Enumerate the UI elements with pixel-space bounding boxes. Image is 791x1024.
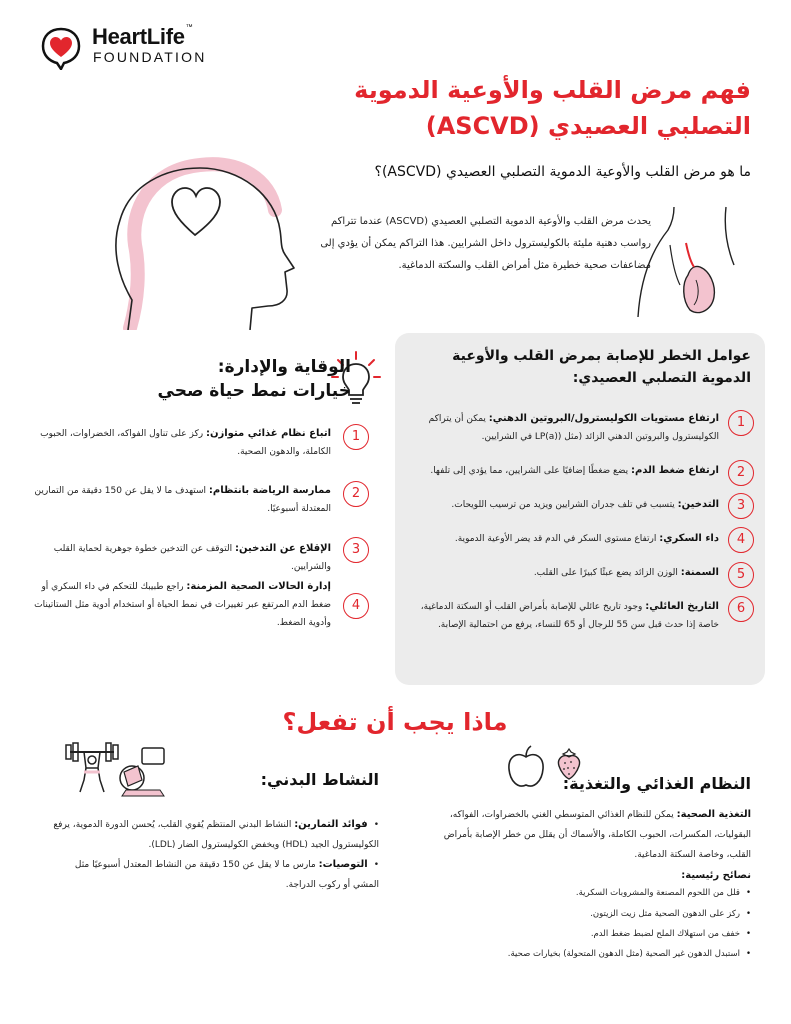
diet-tip-3: • خفف من استهلاك الملح لضبط ضغط الدم. [421, 926, 751, 942]
prevention-number-1: 1 [343, 424, 369, 450]
diet-nutrition-paragraph: التغذية الصحية: يمكن للنظام الغذائي المتوسطي الغني بالخضراوات، الفواكه، البقوليات، المكسرات، الحبوب الكاملة، والأسماك أن يقلل من خطر الإصابة بأمراض القلب، وخاصة السكتة الدماغية. [443, 809, 751, 860]
risk-item-5: السمنة: الوزن الزائد يضع عبئًا كبيرًا على القلب. [533, 567, 719, 578]
question-heading: ما هو مرض القلب والأوعية الدموية التصلبي العصيدي (ASCVD)؟ [374, 164, 751, 180]
activity-item-2: •التوصيات: مارس ما لا يقل عن 150 دقيقة من النشاط المعتدل أسبوعيًا مثل المشي أو ركوب الدراجة. [74, 859, 379, 890]
risk-number-3: 3 [728, 493, 754, 519]
prevention-number-3: 3 [343, 537, 369, 563]
risk-factors-title: عوامل الخطر للإصابة بمرض القلب والأوعية الدموية التصلبي العصيدي: [452, 348, 751, 386]
heart-logo-icon [40, 26, 82, 70]
risk-number-1: 1 [728, 410, 754, 436]
prevention-item-4: إدارة الحالات الصحية المزمنة: راجع طبيبك للتحكم في داء السكري أو ضغط الدم المرتفع عبر تغييرات في نمط الحياة أو استخدام أدوية مثل الستاتينات وأدوية الضغط. [34, 581, 331, 628]
prevention-title: الوقاية والإدارة: خيارات نمط حياة صحي [157, 357, 351, 401]
risk-item-4: داء السكري: ارتفاع مستوى السكر في الدم قد يضر الأوعية الدموية. [454, 533, 719, 544]
activity-title: النشاط البدني: [260, 770, 379, 789]
diet-title: النظام الغذائي والتغذية: [562, 774, 751, 793]
exercise-illustration [62, 740, 172, 800]
prevention-number-4: 4 [343, 593, 369, 619]
diet-tip-1: • قلل من اللحوم المصنعة والمشروبات السكرية. [421, 885, 751, 901]
diet-tip-4: • استبدل الدهون غير الصحية (مثل الدهون المتحولة) بخيارات صحية. [421, 946, 751, 962]
risk-item-1: ارتفاع مستويات الكوليسترول/البروتين الدهني: يمكن أن يتراكم الكوليسترول والبروتين الدهني الزائد (مثل (LP(a) في الشرايين. [428, 413, 719, 442]
risk-item-2: ارتفاع ضغط الدم: يضع ضغطًا إضافيًا على الشرايين، مما يؤدي إلى تلفها. [430, 465, 719, 476]
prevention-item-1: اتباع نظام غذائي متوازن: ركز على تناول الفواكه، الخضراوات، الحبوب الكاملة، والدهون الصحية. [40, 428, 331, 457]
brand-sub: FOUNDATION [93, 49, 207, 65]
chest-heart-illustration [630, 205, 740, 320]
page-title-line1: فهم مرض القلب والأوعية الدموية [354, 76, 751, 104]
diet-tip-2: • ركز على الدهون الصحية مثل زيت الزيتون. [421, 906, 751, 922]
prevention-item-2: ممارسة الرياضة بانتظام: استهدف ما لا يقل عن 150 دقيقة من التمارين المعتدلة أسبوعيًا. [34, 485, 331, 514]
risk-number-6: 6 [728, 596, 754, 622]
logo [40, 24, 230, 74]
prevention-number-2: 2 [343, 481, 369, 507]
risk-number-5: 5 [728, 562, 754, 588]
activity-item-1: •فوائد التمارين: النشاط البدني المنتظم يُقوي القلب، يُحسن الدورة الدموية، يرفع الكوليسترول الجيد (HDL) ويخفض الكوليسترول الضار (LDL). [53, 819, 379, 850]
risk-item-6: التاريخ العائلي: وجود تاريخ عائلي للإصابة بأمراض القلب أو السكتة الدماغية، خاصة إذا حدث قبل سن 55 للرجال أو 65 للنساء، يرفع من احتمالية الإصابة. [420, 601, 719, 630]
head-heart-illustration [80, 150, 320, 330]
risk-number-4: 4 [728, 527, 754, 553]
prevention-item-3: الإقلاع عن التدخين: التوقف عن التدخين خطوة جوهرية لحماية القلب والشرايين. [53, 543, 331, 572]
intro-paragraph: يحدث مرض القلب والأوعية الدموية التصلبي العصيدي (ASCVD) عندما تتراكم رواسب دهنية مليئة بالكوليسترول داخل الشرايين. هذا التراكم يمكن أن يؤدي إلى مضاعفات صحية خطيرة مثل أمراض القلب والسكتة الدماغية. [320, 216, 651, 271]
risk-item-3: التدخين: يتسبب في تلف جدران الشرايين ويزيد من ترسيب اللويحات. [451, 499, 719, 510]
diet-tips-title: نصائح رئيسية: [681, 870, 751, 881]
trademark: ™ [185, 24, 193, 31]
risk-number-2: 2 [728, 460, 754, 486]
page-title-line2: التصلبي العصيدي (ASCVD) [425, 112, 751, 140]
brand-name: HeartLife [92, 24, 185, 49]
what-to-do-title: ماذا يجب أن تفعل؟ [282, 708, 508, 736]
